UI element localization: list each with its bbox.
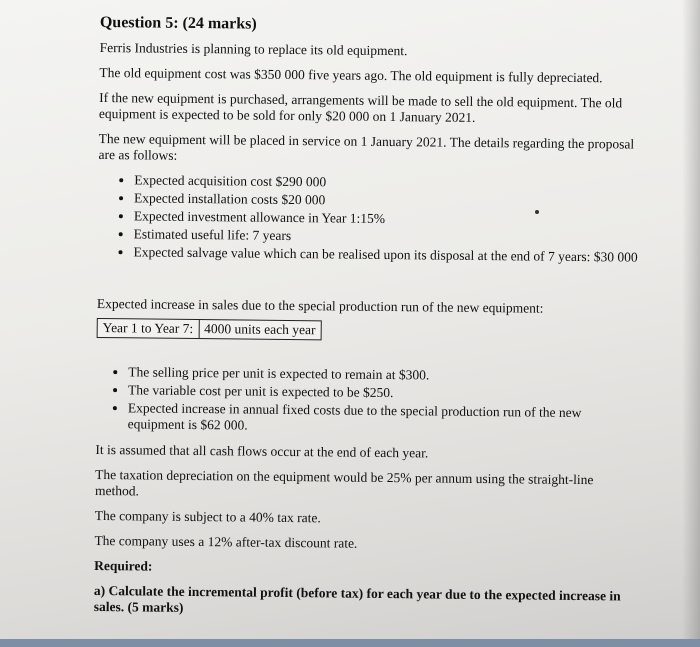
proposal-list [97, 172, 643, 266]
question-title: Question 5: (24 marks) [99, 14, 257, 33]
list-item: • Expected investment allowance in Year 1:15% [134, 208, 643, 229]
screen-bottom-band [0, 639, 700, 647]
required-part-a: a) Calculate the incremental profit (before tax) for each year due to the expected increase in sales. (5 marks) [93, 582, 621, 615]
assumption-3: The company is subject to a 40% tax rate. [94, 507, 321, 526]
list-item: • Expected acquisition cost $290 000 [134, 172, 643, 193]
paragraph-3: If the new equipment is purchased, arrangements will be made to sell the old equipment. The old equipment is expected to be sold for only $20 000 on 1 January 2021. [98, 89, 623, 125]
assumption-1: It is assumed that all cash flows occur at the end of each year. [95, 441, 429, 461]
sales-list [96, 364, 642, 438]
question-content [94, 14, 645, 630]
sales-intro: Expected increase in sales due to the special production run of the new equipment: [96, 295, 544, 316]
paragraph-1: Ferris Industries is planning to replace its old equipment. [99, 39, 408, 59]
list-item: • Estimated useful life: 7 years [134, 226, 643, 247]
paragraph-2: The old equipment cost was $350 000 five years ago. The old equipment is fully depreciated. [99, 64, 603, 86]
stray-mark [535, 210, 539, 214]
list-item: • Expected installation costs $20 000 [134, 190, 643, 211]
assumption-4: The company uses a 12% after-tax discount rate. [94, 532, 358, 551]
list-item: • Expected salvage value which can be realised upon its disposal at the end of 7 years: $30 000 [133, 244, 642, 265]
required-label: Required: [94, 557, 153, 574]
sales-box-label: Year 1 to Year 7: [98, 319, 200, 338]
paragraph-4: The new equipment will be placed in service on 1 January 2021. The details regarding the proposal are as follows: [98, 130, 635, 163]
assumption-2: The taxation depreciation on the equipment would be 25% per annum using the straight-line method. [94, 466, 594, 499]
list-item: • The variable cost per unit is expected to be $250. [128, 382, 641, 403]
page-edge-shadow [682, 0, 700, 647]
sales-box-value: 4000 units each year [204, 321, 316, 338]
sales-box [97, 318, 322, 340]
list-item: • Expected increase in annual fixed costs due to the special production run of the new equipment is $62 000. [128, 400, 641, 437]
list-item: • The selling price per unit is expected to remain at $300. [128, 364, 641, 385]
